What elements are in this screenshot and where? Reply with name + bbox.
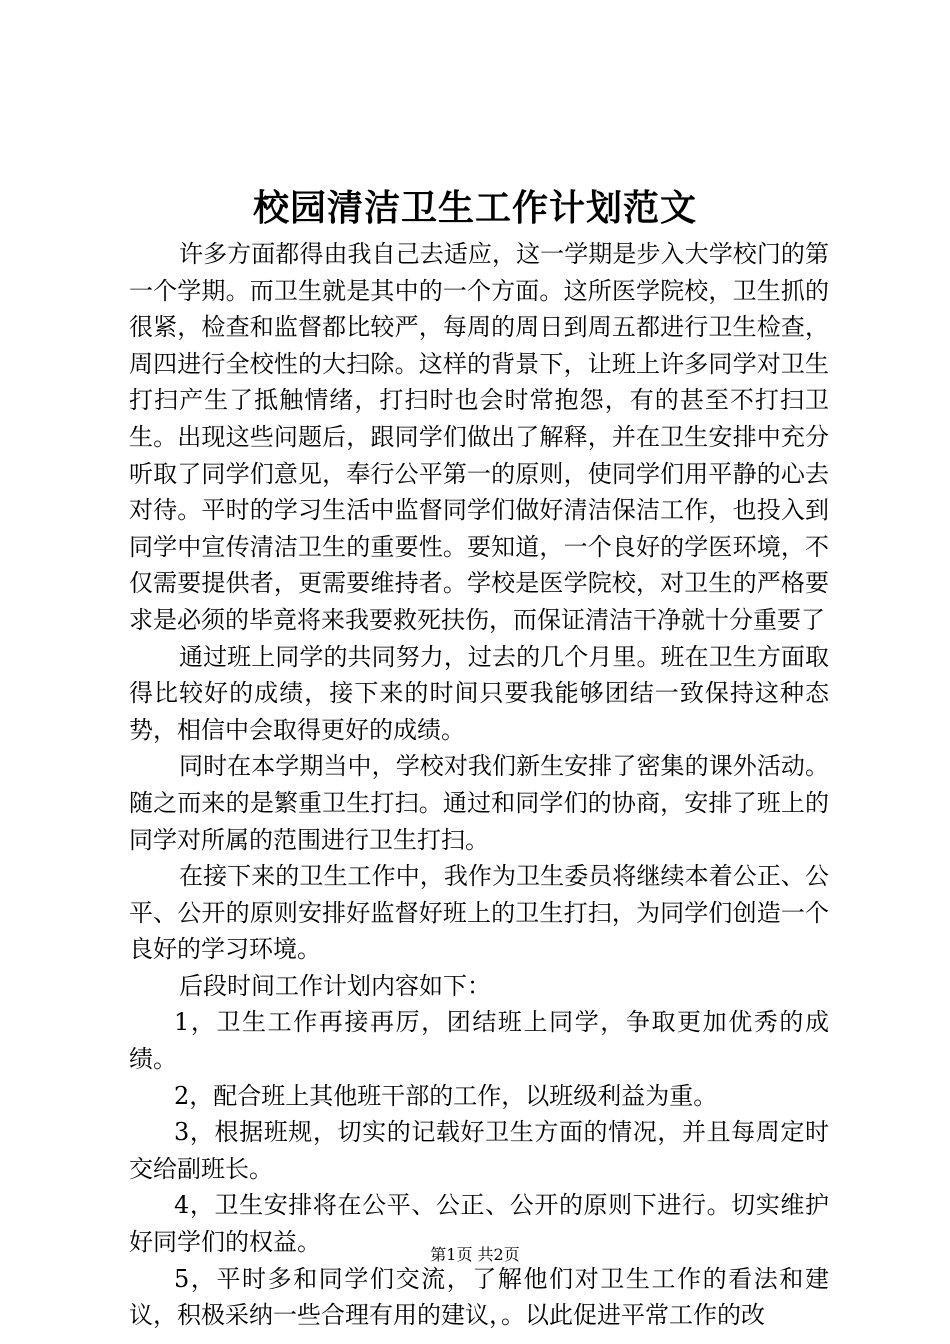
plan-item-5: 5，平时多和同学们交流，了解他们对卫生工作的看法和建议，积极采纳一些合理有用的建议，。以此促进平常工作的改 — [129, 1264, 829, 1330]
plan-item-1: 1，卫生工作再接再厉，团结班上同学，争取更加优秀的成绩。 — [129, 1008, 829, 1074]
plan-item-2: 2，配合班上其他班干部的工作，以班级利益为重。 — [174, 1081, 718, 1110]
paragraph-plan-heading: 后段时间工作计划内容如下： — [179, 971, 491, 1000]
plan-item-4: 4，卫生安排将在公平、公正、公开的原则下进行。切实维护好同学们的权益。 — [129, 1191, 829, 1257]
document-body — [129, 236, 829, 1334]
paragraph-achievement: 通过班上同学的共同努力，过去的几个月里。班在卫生方面取得比较好的成绩，接下来的时间只要我能够团结一致保持这种态势，相信中会取得更好的成绩。 — [129, 642, 829, 744]
paragraph-activities: 同时在本学期当中，学校对我们新生安排了密集的课外活动。随之而来的是繁重卫生打扫。通过和同学们的协商，安排了班上的同学对所属的范围进行卫生打扫。 — [129, 752, 829, 854]
page-number-footer: 第1页 共2页 — [430, 1245, 520, 1264]
paragraph-intro: 许多方面都得由我自己去适应，这一学期是步入大学校门的第一个学期。而卫生就是其中的一个方面。这所医学院校，卫生抓的很紧，检查和监督都比较严，每周的周日到周五都进行卫生检查，周四进行全校性的大扫除。这样的背景下，让班上许多同学对卫生打扫产生了抵触情绪，打扫时也会时常抱怨，有的甚至不打扫卫生。出现这些问题后，跟同学们做出了解释，并在卫生安排中充分听取了同学们意见，奉行公平第一的原则，使同学们用平静的心去对待。平时的学习生活中监督同学们做好清洁保洁工作，也投入到同学中宣传清洁卫生的重要性。要知道，一个良好的学医环境，不仅需要提供者，更需要维持者。学校是医学院校，对卫生的严格要求是必须的毕竟将来我要救死扶伤，而保证清洁干净就十分重要了 — [129, 240, 829, 634]
plan-item-3: 3，根据班规，切实的记载好卫生方面的情况，并且每周定时交给副班长。 — [129, 1118, 829, 1183]
paragraph-next-work: 在接下来的卫生工作中，我作为卫生委员将继续本着公正、公平、公开的原则安排好监督好班上的卫生打扫，为同学们创造一个良好的学习环境。 — [129, 862, 829, 964]
document-title: 校园清洁卫生工作计划范文 — [252, 187, 697, 229]
